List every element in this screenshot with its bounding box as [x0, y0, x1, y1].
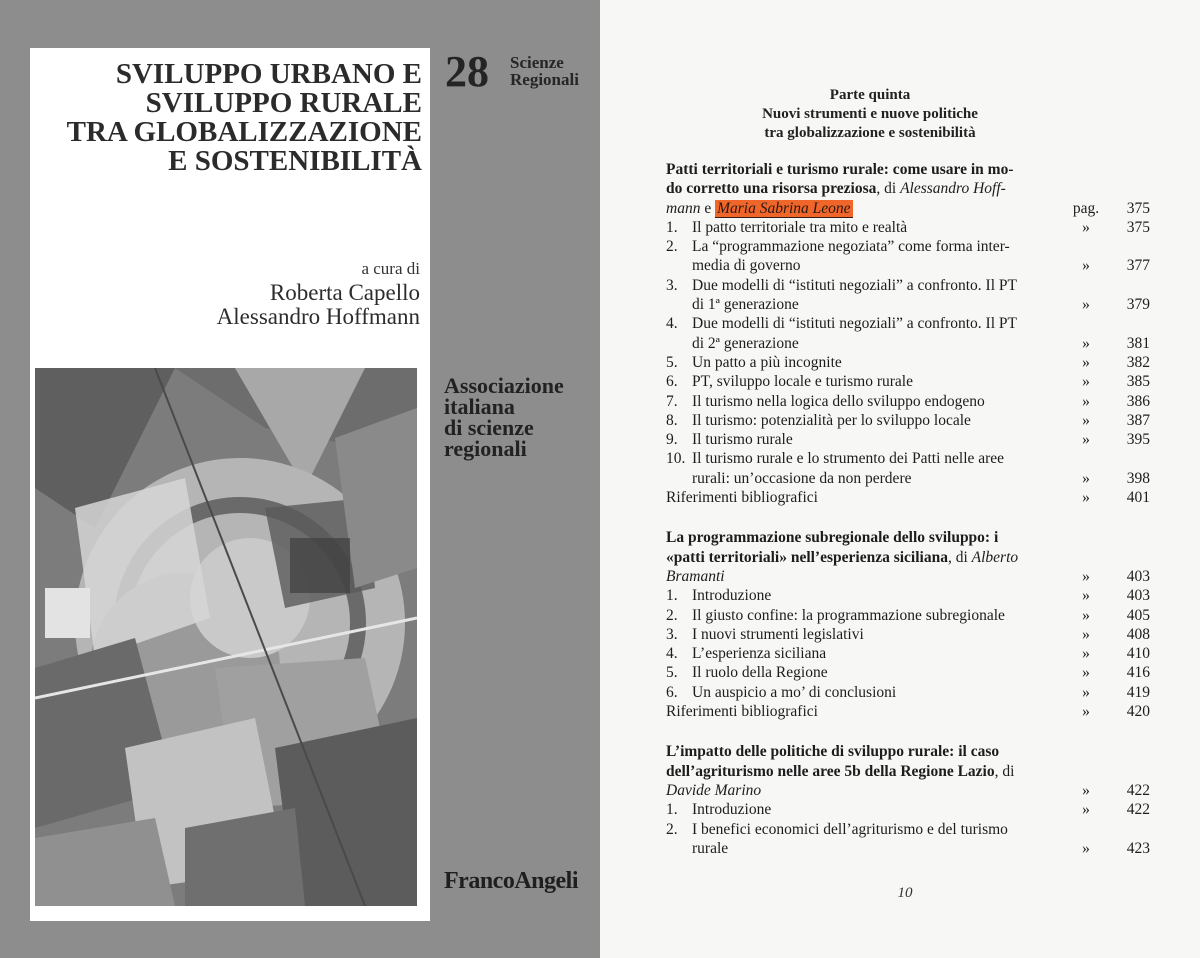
page-separator: » — [1082, 587, 1090, 605]
entry-number: 8. — [666, 411, 678, 429]
entry-title: Il turismo nella logica dello sviluppo endogeno — [692, 392, 985, 410]
entry-number: 2. — [666, 820, 678, 838]
chapter-title: do corretto una risorsa preziosa — [666, 180, 877, 198]
series-number: 28 — [445, 47, 489, 96]
chapter-author-conjunction: e — [700, 199, 716, 217]
series-name-line: Regionali — [510, 70, 579, 89]
page-separator: » — [1082, 801, 1090, 819]
entry-number: 2. — [666, 238, 678, 256]
page-ref: 403 — [1126, 587, 1150, 605]
page-separator: » — [1082, 606, 1090, 624]
toc-section — [666, 742, 1150, 800]
toc-entry — [666, 449, 1150, 488]
toc-entry — [666, 820, 1150, 859]
page-separator: » — [1082, 839, 1090, 857]
entry-title: Due modelli di “istituti negoziali” a confronto. Il PT — [692, 276, 1017, 294]
page-ref: 379 — [1126, 296, 1150, 314]
page-separator: » — [1082, 218, 1090, 236]
page-ref: 375 — [1126, 218, 1150, 236]
cover-title-line: E SOSTENIBILITÀ — [168, 145, 422, 177]
page-ref: 422 — [1126, 801, 1150, 819]
series-name — [510, 54, 579, 88]
page-separator: » — [1082, 411, 1090, 429]
page-separator: » — [1082, 489, 1090, 507]
entry-title: Riferimenti bibliografici — [666, 703, 818, 721]
page-separator: » — [1082, 353, 1090, 371]
toc-entry — [666, 702, 1150, 721]
page-ref: 422 — [1126, 781, 1150, 799]
chapter-author: Bramanti — [666, 567, 725, 585]
entry-title: La “programmazione negoziata” come forma inter- — [692, 238, 1010, 256]
toc-entry — [666, 663, 1150, 682]
chapter-by: , di — [947, 548, 972, 566]
page-ref: 419 — [1126, 683, 1150, 701]
entry-title: Un patto a più incognite — [692, 353, 842, 371]
toc-entry — [666, 488, 1150, 507]
editor-name: Roberta Capello — [269, 280, 420, 305]
page-ref: 408 — [1126, 625, 1150, 643]
entry-number: 1. — [666, 801, 678, 819]
entry-number: 2. — [666, 606, 678, 624]
chapter-by: , di — [876, 180, 901, 198]
cover-title — [30, 60, 422, 176]
chapter-title: L’impatto delle politiche di sviluppo rurale: il caso — [666, 743, 1000, 761]
toc-entry — [666, 314, 1150, 353]
page-separator: » — [1082, 567, 1090, 585]
toc-section — [666, 160, 1150, 218]
cover-title-line: SVILUPPO URBANO E — [115, 58, 422, 90]
entry-number: 6. — [666, 373, 678, 391]
cover-title-line: TRA GLOBALIZZAZIONE — [66, 116, 422, 148]
entry-title: Il ruolo della Regione — [692, 664, 828, 682]
entry-number: 10. — [666, 450, 686, 468]
publisher-logo: FrancoAngeli — [444, 868, 578, 894]
entry-title: rurali: un’occasione da non perdere — [692, 469, 912, 487]
entry-number: 7. — [666, 392, 678, 410]
entry-number: 4. — [666, 315, 678, 333]
page-separator: » — [1082, 469, 1090, 487]
entry-title: Due modelli di “istituti negoziali” a confronto. Il PT — [692, 315, 1017, 333]
chapter-author: Alessandro Hoff- — [900, 180, 1006, 198]
entry-title: Introduzione — [692, 587, 772, 605]
page-ref: 377 — [1126, 257, 1150, 275]
page-ref: 382 — [1126, 353, 1150, 371]
entry-number: 4. — [666, 645, 678, 663]
page-ref: 385 — [1126, 373, 1150, 391]
entry-title: I benefici economici dell’agriturismo e del turismo — [692, 820, 1008, 838]
page-ref: 423 — [1126, 839, 1150, 857]
cover-title-line: SVILUPPO RURALE — [145, 87, 422, 119]
entry-title: di 1ª generazione — [692, 296, 799, 314]
entry-title: Il turismo: potenzialità per lo sviluppo locale — [692, 411, 971, 429]
chapter-author: Alberto — [971, 548, 1019, 566]
toc-items — [666, 800, 1150, 858]
entry-number: 5. — [666, 664, 678, 682]
toc-items — [666, 218, 1150, 507]
page-separator: » — [1082, 373, 1090, 391]
page-label: pag. — [1072, 199, 1100, 217]
entry-title: di 2ª generazione — [692, 334, 799, 352]
entry-title: PT, sviluppo locale e turismo rurale — [692, 373, 913, 391]
page-ref: 381 — [1126, 334, 1150, 352]
page-ref: 410 — [1126, 645, 1150, 663]
entry-title: I nuovi strumenti legislativi — [692, 625, 864, 643]
toc-entry — [666, 625, 1150, 644]
entry-title: Il giusto confine: la programmazione subregionale — [692, 606, 1005, 624]
toc-entry — [666, 683, 1150, 702]
page-ref: 387 — [1126, 411, 1150, 429]
chapter-title: Patti territoriali e turismo rurale: come usare in mo- — [666, 161, 1014, 178]
entry-title: rurale — [692, 839, 729, 857]
page-separator: » — [1082, 664, 1090, 682]
entry-number: 9. — [666, 431, 678, 449]
page-separator: » — [1082, 296, 1090, 314]
entry-number: 3. — [666, 625, 678, 643]
chapter-author: Davide Marino — [666, 781, 762, 799]
part-label: Parte quinta — [829, 87, 911, 103]
toc-entry — [666, 372, 1150, 391]
toc-entry — [666, 430, 1150, 449]
toc-entry — [666, 218, 1150, 237]
toc-items — [666, 586, 1150, 721]
chapter-author: mann — [666, 199, 701, 217]
entry-title: Il turismo rurale e lo strumento dei Patti nelle aree — [692, 450, 1005, 468]
page-separator: » — [1082, 645, 1090, 663]
page-separator: » — [1082, 392, 1090, 410]
page-separator: » — [1082, 625, 1090, 643]
chapter-title: dell’agriturismo nelle aree 5b della Regione Lazio — [666, 762, 995, 780]
entry-number: 5. — [666, 353, 678, 371]
toc-heading — [600, 86, 1140, 143]
toc-entry — [666, 237, 1150, 276]
entry-title: Il patto territoriale tra mito e realtà — [692, 218, 908, 236]
page-ref: 405 — [1126, 606, 1150, 624]
entry-title: L’esperienza siciliana — [692, 645, 827, 663]
part-title-line: Nuovi strumenti e nuove politiche — [762, 106, 978, 122]
series-name-line: Scienze — [510, 53, 564, 72]
association-line: italiana — [444, 394, 515, 419]
page-separator: » — [1082, 334, 1090, 352]
editor-name: Alessandro Hoffmann — [216, 304, 420, 329]
entry-title: Introduzione — [692, 801, 772, 819]
entry-number: 6. — [666, 683, 678, 701]
entry-title: Il turismo rurale — [692, 431, 793, 449]
toc-entry — [666, 411, 1150, 430]
page-ref: 416 — [1126, 664, 1150, 682]
entry-title: Un auspicio a mo’ di conclusioni — [692, 683, 897, 701]
toc-entry — [666, 800, 1150, 819]
chapter-title: La programmazione subregionale dello sviluppo: i — [666, 529, 999, 547]
entry-number: 3. — [666, 276, 678, 294]
toc-entry — [666, 392, 1150, 411]
entry-title: media di governo — [692, 257, 801, 275]
association-name — [444, 375, 564, 459]
page-separator: » — [1082, 257, 1090, 275]
toc-entry — [666, 276, 1150, 315]
toc-entry — [666, 644, 1150, 663]
association-line: regionali — [444, 436, 527, 461]
page-ref: 398 — [1126, 469, 1150, 487]
entry-number: 1. — [666, 587, 678, 605]
part-title-line: tra globalizzazione e sostenibilità — [764, 125, 976, 141]
curator-label: a cura di — [361, 259, 420, 278]
page-separator: » — [1082, 683, 1090, 701]
toc-entry — [666, 353, 1150, 372]
page-separator: » — [1082, 703, 1090, 721]
page-ref: 386 — [1126, 392, 1150, 410]
toc-entry — [666, 606, 1150, 625]
association-line: di scienze — [444, 415, 534, 440]
page-separator: » — [1082, 781, 1090, 799]
highlighted-author[interactable]: Maria Sabrina Leone — [717, 199, 851, 217]
table-of-contents — [666, 160, 1150, 858]
page-ref: 420 — [1126, 703, 1150, 721]
toc-entry — [666, 586, 1150, 605]
page-ref: 395 — [1126, 431, 1150, 449]
chapter-by: , di — [994, 762, 1015, 780]
page-ref: 403 — [1126, 567, 1150, 585]
chapter-title: «patti territoriali» nell’esperienza siciliana — [666, 548, 948, 566]
page-number: 10 — [897, 885, 913, 901]
page-ref: 375 — [1126, 199, 1150, 217]
entry-number: 1. — [666, 218, 678, 236]
page-ref: 401 — [1126, 489, 1150, 507]
page-separator: » — [1082, 431, 1090, 449]
association-line: Associazione — [444, 373, 564, 398]
entry-title: Riferimenti bibliografici — [666, 489, 818, 507]
toc-section — [666, 528, 1150, 586]
cover-artwork — [35, 368, 417, 906]
